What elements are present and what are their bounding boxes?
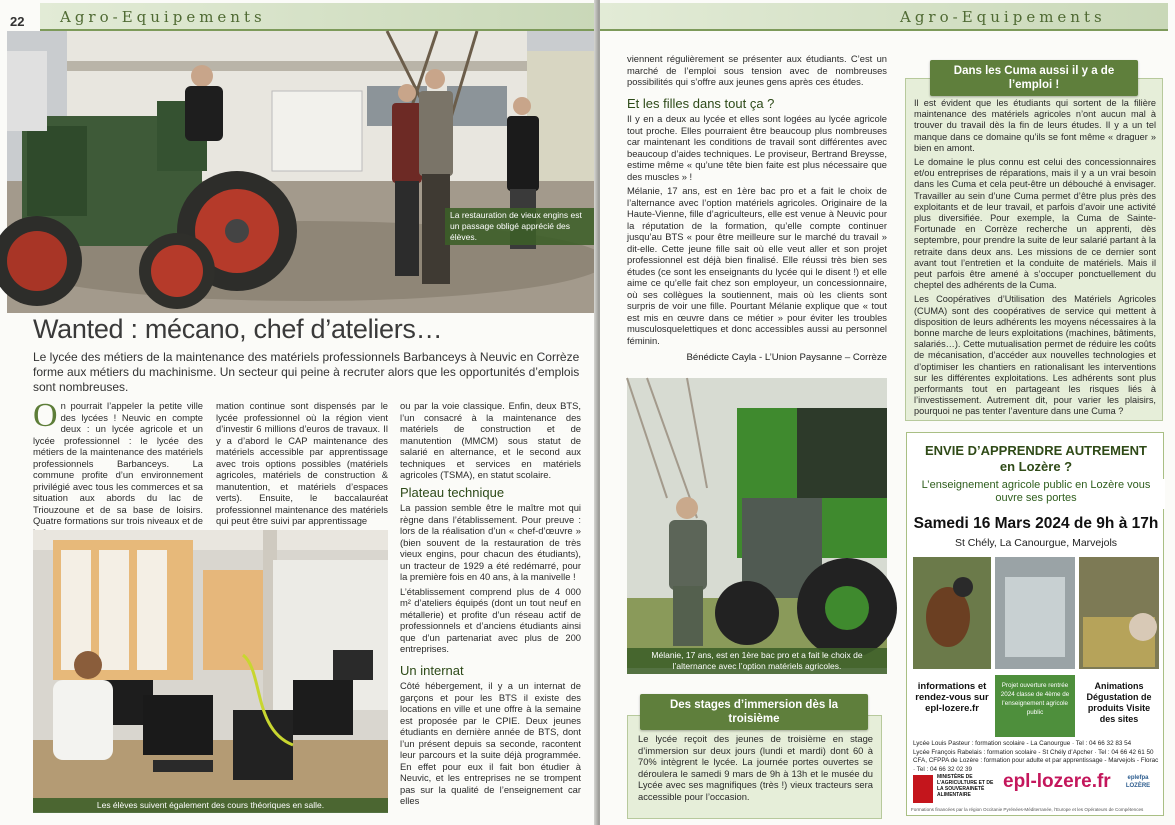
body-text: Côté hébergement, il y a un internat de garçons et pour les BTS il existe des locations en ville et une offre à la semaine est proposée par le CPIE. Deux jeunes étudiants en dernière année de BTS, dont l’un présent depuis sa seconde, racontent leur parcours et la suite déjà programmée. En effet pour eux il fait bon étudier à Neuvic, et les entreprises ne se trompent pas sur la qualité de l’enseignement car elles: [400, 680, 581, 806]
page-number: 22: [10, 14, 25, 29]
section-header-text: Agro-Equipements: [60, 8, 266, 26]
body-text: viennent régulièrement se présenter aux étudiants. C’est un marché de l’emploi sous tension avec de nombreuses possibilités qui s’offre aux jeunes gens après ces études.: [627, 53, 887, 87]
body-text: Il est évident que les étudiants qui sortent de la filière maintenance des matériels agricoles n’ont aucun mal à trouver du travail dès la fin de leurs études. Il y a un tel manque dans ce domaine qu’ils se font même « draguer » bien en amont.: [914, 98, 1156, 153]
ad-locations: St Chély, La Canourgue, Marvejols: [954, 537, 1118, 549]
ad-eplefpa-logo: eplefpa LOZÈRE: [1125, 775, 1151, 789]
caption-restoration: La restauration de vieux engins est un passage obligé apprécié des élèves.: [445, 208, 597, 245]
body-text: Le domaine le plus connu est celui des concessionnaires et/ou entreprises de réparations, mais il y a un vrai besoin dans les Cuma et cela peut-être un débouché à envisager. Travailler au sein d’une Cuma permet d’être plus près des exploitants et de leur travail, et parfois d’avoir une activité plus diversifiée. Pour exemple, la Cuma de Sainte-Fortunade en Corrèze recherche un apprenti, dès septembre, pour prendre la suite de leur salarié partant à la retraite dans deux ans. Les missions de ce dernier sont avant tout l’entretien et la conduite de matériels. Mais il peut parfois être amené à s’occuper ponctuellement du cheptel des adhérents de la Cuma.: [914, 157, 1156, 291]
body-text: n pourrait l’appeler la petite ville des lycées ! Neuvic en compte deux : un lycée agricole et un lycée professionnel : le lycée des métiers de la maintenance des matériels professionnels Barbanceys. La commune profite d’un environnement privilégié avec tous les commerces et sa situation aux abords du lac de Triouzoune et de sa base de loisirs. Quatre formations sur trois niveaux et de: [33, 400, 203, 526]
ad-footer: Formations financées par la région Occitanie Pyrénées-Méditerranée, l’Europe et les Opérateurs de Compétences: [911, 807, 1144, 812]
ad-info-animations: Animations Dégustation de produits Visite des sites: [1079, 675, 1159, 737]
article-lead: Le lycée des métiers de la maintenance des matériels professionnels Barbanceys à Neuvic en Corrèze forme aux métiers du machinisme. Un secteur qui peine à recruter alors que les opportunités d’emplois sont nombreuses.: [33, 350, 580, 394]
ad-photo-strip: [913, 557, 1159, 669]
ad-lycee-3: CFA, CFPPA de Lozère : formation pour adulte et par apprentissage - Marvejols - Florac · Tel : 04 66 32 02 39: [913, 757, 1159, 773]
region-logo-icon: [913, 775, 933, 803]
green-tractor-illustration: [627, 378, 887, 668]
ad-date: Samedi 16 Mars 2024 de 9h à 17h: [913, 515, 1159, 532]
article-signature: Bénédicte Cayla - L’Union Paysanne – Corrèze: [686, 352, 887, 363]
body-text: mation continue sont dispensés par le lycée professionnel où la région vient d’investir 6 millions d’euros de travaux. Il y a d’abord le CAP maintenance des matériels accessible par apprentissage avec trois options possibles (matériels agricoles, matériels de construction & manutention, et matériels d’espaces verts). Ensuite, le baccalauréat professionnel maintenance des matériels qui peut être suivi par apprentissage: [216, 400, 388, 526]
ad-title: ENVIE D’APPRENDRE AUTREMENT: [925, 443, 1147, 458]
left-column-2: [216, 400, 388, 528]
caption-classroom: Les élèves suivent également des cours théoriques en salle.: [33, 798, 388, 813]
section-header-text: Agro-Equipements: [900, 8, 1106, 26]
cuma-text: [914, 98, 1156, 418]
photo-melanie-tractor: [627, 378, 887, 668]
body-text: ou par la voie classique. Enfin, deux BTS, l’un consacré à la maintenance des matériels de construction et de manutention (MMCM) sous statut de salarié en alternance, et le second aux techniques et services en matériels agricoles (TSMA), en statut scolaire.: [400, 400, 581, 480]
subheading-internat: Un internat: [400, 662, 464, 678]
tractor-scene-illustration: [7, 31, 598, 313]
ad-lycee-list: [913, 740, 1159, 774]
body-text: Mélanie, 17 ans, est en 1ère bac pro et a fait le choix de l’alternance avec l’option matériels agricoles. Originaire de la Haute-Vienne, fille d’agriculteurs, elle est venue à Neuvic pour la réputation de la formation, qu’elle compte continuer jusqu’au BTS « pour être meilleure sur le marché du travail » dit-elle. Cette jeune fille sait où elle veut aller et son projet professionnel est déjà bien finalisé. Elle réussi très bien ses études (ce sont les enseignants du lycée qui le disent !) et elle aime ce qu’elle fait chez son employeur, un concessionnaire, où ses collègues la soutiennent, mais où les clients sont surpris de voir une fille. Pourtant Mélanie explique que « tout est mis en œuvre dans ce métier » pour éviter les troubles musculosquelettiques et donc accessibles aussi au personnel féminin.: [627, 185, 887, 346]
subheading-plateau: Plateau technique: [400, 484, 505, 500]
stages-text: Le lycée reçoit des jeunes de troisième en stage d’immersion sur deux jours (lundi et mardi) dont 60 à 70% intègrent le lycée. La journée portes ouvertes se déroulera le samedi 9 mars de 9h à 13h et le musée du Lycée avec ses magnifiques (très !) vieux tracteurs sera accessible pour l’occasion.: [638, 733, 873, 802]
ad-lycee-1: Lycée Louis Pasteur : formation scolaire - La Canourgue · Tel : 04 66 32 83 54: [913, 740, 1132, 747]
stages-heading: Des stages d’immersion dès la troisième: [640, 694, 868, 730]
ad-ministry: MINISTÈRE DE L’AGRICULTURE ET DE LA SOUVERAINETÉ ALIMENTAIRE: [937, 774, 994, 798]
section-header-right: [600, 3, 1168, 31]
body-text: Il y en a deux au lycée et elles sont logées au lycée agricole tout proche. Elles pourraient être beaucoup plus nombreuses car maintenant les conditions de travail sont différentes avec beaucoup d’aides techniques. Le proviseur, Bertrand Breysse, estime même « qu’une tête bien faite est plus nécessaire que des muscles » !: [627, 113, 887, 182]
left-column-1: [33, 397, 203, 528]
advertisement-epl-lozere: [906, 432, 1164, 816]
ad-brand-url: epl-lozere.fr: [1003, 771, 1111, 792]
subheading-filles: Et les filles dans tout ça ?: [627, 95, 775, 111]
drop-cap: O: [33, 397, 58, 434]
right-column-1: [627, 53, 887, 373]
ad-info-register: informations et rendez-vous sur epl-lozere.fr: [913, 675, 991, 737]
body-text: Les Coopératives d’Utilisation des Matériels Agricoles (CUMA) sont des coopératives de service qui mettent à disposition de leurs adhérents les moyens nécessaires à la bonne marche de leurs exploitations (machines, bâtiments, salariés…). Cette mutualisation permet de réduire les coûts de mécanisation, d’accéder aux nouvelles technologies et d’optimiser les chantiers en rationalisant les interventions sur les différentes exploitations. Les adhérents sont plus performants tout en partageant les risques liés à l’investissement. Autrement dit, pour varier les plaisirs, pourquoi ne pas tenter l’aventure dans une Cuma ?: [914, 294, 1156, 417]
body-text: L’établissement comprend plus de 4 000 m² d’ateliers équipés (dont un tout neuf en métallerie) et profite d’un réseau actif de professionnels et d’anciens étudiants ainsi que d’un partenariat avec plus de 200 entreprises.: [400, 585, 581, 654]
left-column-3: [400, 400, 581, 820]
ad-title-2: en Lozère ?: [999, 459, 1073, 474]
ad-subtitle: L’enseignement agricole public en Lozère vous ouvre ses portes: [907, 479, 1165, 509]
caption-melanie: Mélanie, 17 ans, est en 1ère bac pro et a fait le choix de l’alternance avec l’option matériels agricoles.: [627, 648, 887, 674]
body-text: La passion semble être le maître mot qui règne dans l’établissement. Pour preuve : lors de la réalisation d’un « chef-d’œuvre » (bien souvent de la restauration de très vieux engins, pour chacun des étudiants), un tracteur de 1929 a été redémarré, pour la première fois en 40 ans, à la manivelle !: [400, 502, 581, 582]
cuma-heading: Dans les Cuma aussi il y a de l’emploi !: [930, 60, 1138, 96]
ad-info-project: Projet ouverture rentrée 2024 classe de 4ème de l’enseignement agricole public: [995, 675, 1075, 737]
photo-classroom: [33, 530, 388, 812]
section-header-left: [40, 3, 598, 31]
classroom-illustration: [33, 530, 388, 812]
article-title: Wanted : mécano, chef d’ateliers…: [33, 314, 443, 344]
photo-tractor-restoration: [7, 31, 598, 313]
ad-lycee-2: Lycée François Rabelais : formation scolaire - St Chély d’Apcher · Tel : 04 66 42 61 50: [913, 748, 1154, 756]
